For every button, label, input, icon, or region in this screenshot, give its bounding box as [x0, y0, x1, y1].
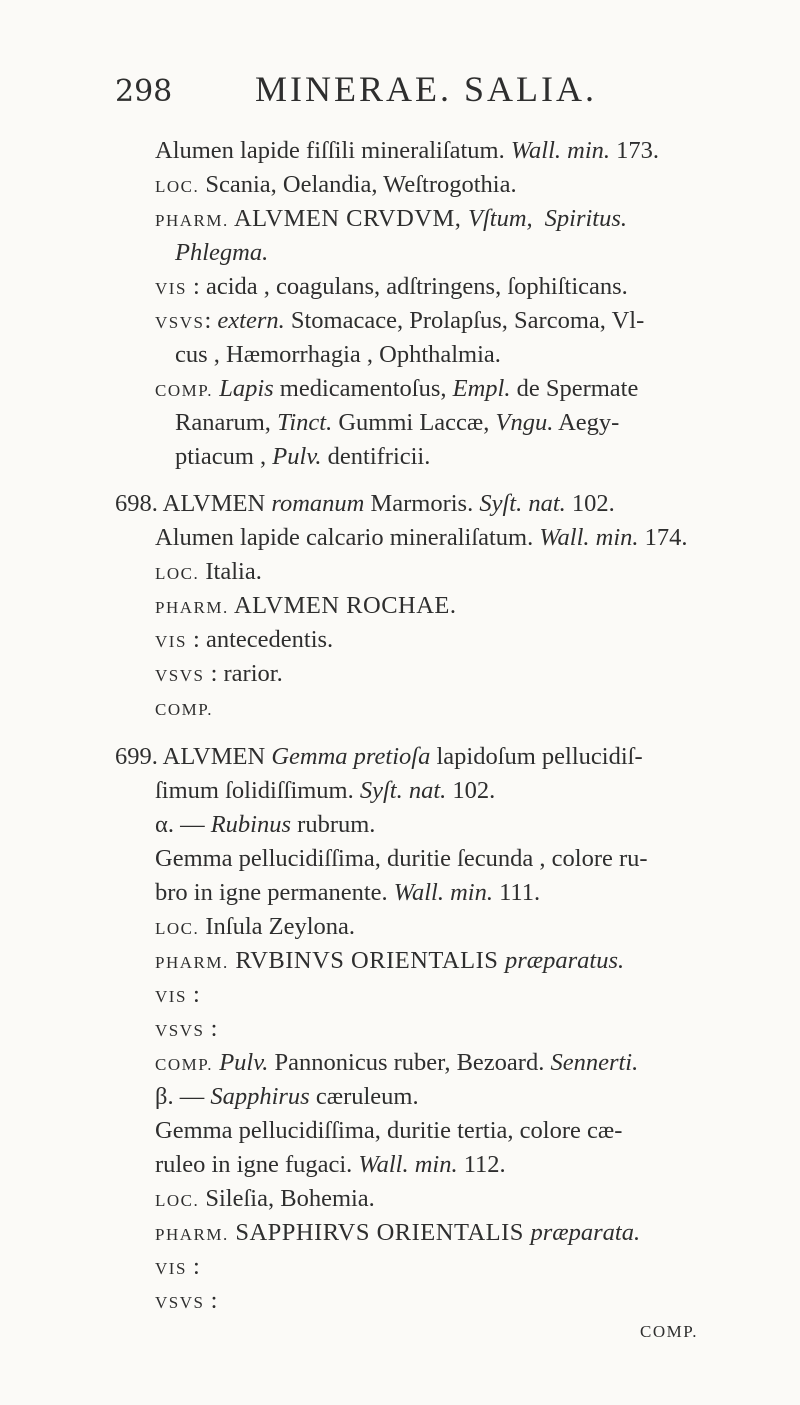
catchword: COMP.: [640, 1322, 699, 1341]
text-line: COMP. Pulv. Pannonicus ruber, Bezoard. Sennerti.: [155, 1049, 639, 1076]
page-header: [115, 56, 715, 116]
text-line: VIS :: [155, 981, 200, 1008]
text-line: VIS : antecedentis.: [155, 626, 334, 653]
text-line: VSVS: extern. Stomacace, Prolapſus, Sarcoma, Vl-: [155, 307, 645, 334]
text-line: PHARM. RVBINVS ORIENTALIS præparatus.: [155, 947, 625, 974]
text-line: Alumen lapide calcario mineraliſatum. Wall. min. 174.: [155, 524, 688, 551]
text-line: VSVS :: [155, 1287, 218, 1314]
text-line: Phlegma.: [175, 239, 269, 266]
text-line: PHARM. ALVMEN ROCHAE.: [155, 592, 457, 619]
text-line: bro in igne permanente. Wall. min. 111.: [155, 879, 541, 906]
text-line: ruleo in igne fugaci. Wall. min. 112.: [155, 1151, 506, 1178]
page-number: 298: [115, 74, 173, 109]
subentry-heading: α. — Rubinus rubrum.: [155, 811, 376, 838]
text-line: LOC. Scania, Oelandia, Weſtrogothia.: [155, 171, 517, 198]
text-line: LOC. Inſula Zeylona.: [155, 913, 356, 940]
text-line: VSVS : rarior.: [155, 660, 283, 687]
text-line: ptiacum , Pulv. dentifricii.: [175, 443, 431, 470]
text-line: Gemma pellucidiſſima, duritie tertia, colore cæ-: [155, 1117, 623, 1144]
entry-heading: 699. ALVMEN Gemma pretioſa lapidoſum pellucidiſ-: [115, 743, 643, 770]
text-line: PHARM. ALVMEN CRVDVM, Vſtum, Spiritus.: [155, 205, 628, 232]
text-line: Ranarum, Tinct. Gummi Laccæ, Vngu. Aegy-: [175, 409, 620, 436]
subentry-heading: β. — Sapphirus cæruleum.: [155, 1083, 419, 1110]
text-line: PHARM. SAPPHIRVS ORIENTALIS præparata.: [155, 1219, 641, 1246]
text-line: VSVS :: [155, 1015, 218, 1042]
text-line: COMP. Lapis medicamentoſus, Empl. de Spermate: [155, 375, 639, 402]
text-line: VIS : acida , coagulans, adſtringens, ſophiſticans.: [155, 273, 628, 300]
running-head: MINERAE. SALIA.: [255, 69, 597, 109]
text-line: VIS :: [155, 1253, 200, 1280]
text-line: ſimum ſolidiſſimum. Syſt. nat. 102.: [155, 777, 496, 804]
text-line: cus , Hæmorrhagia , Ophthalmia.: [175, 341, 501, 368]
text-line: LOC. Italia.: [155, 558, 262, 585]
text-line: Alumen lapide fiſſili mineraliſatum. Wall. min. 173.: [155, 137, 660, 164]
text-line: Gemma pellucidiſſima, duritie ſecunda , colore ru-: [155, 845, 648, 872]
text-line: LOC. Sileſia, Bohemia.: [155, 1185, 375, 1212]
entry-heading: 698. ALVMEN romanum Marmoris. Syſt. nat. 102.: [115, 490, 615, 517]
text-line: COMP.: [155, 700, 214, 719]
